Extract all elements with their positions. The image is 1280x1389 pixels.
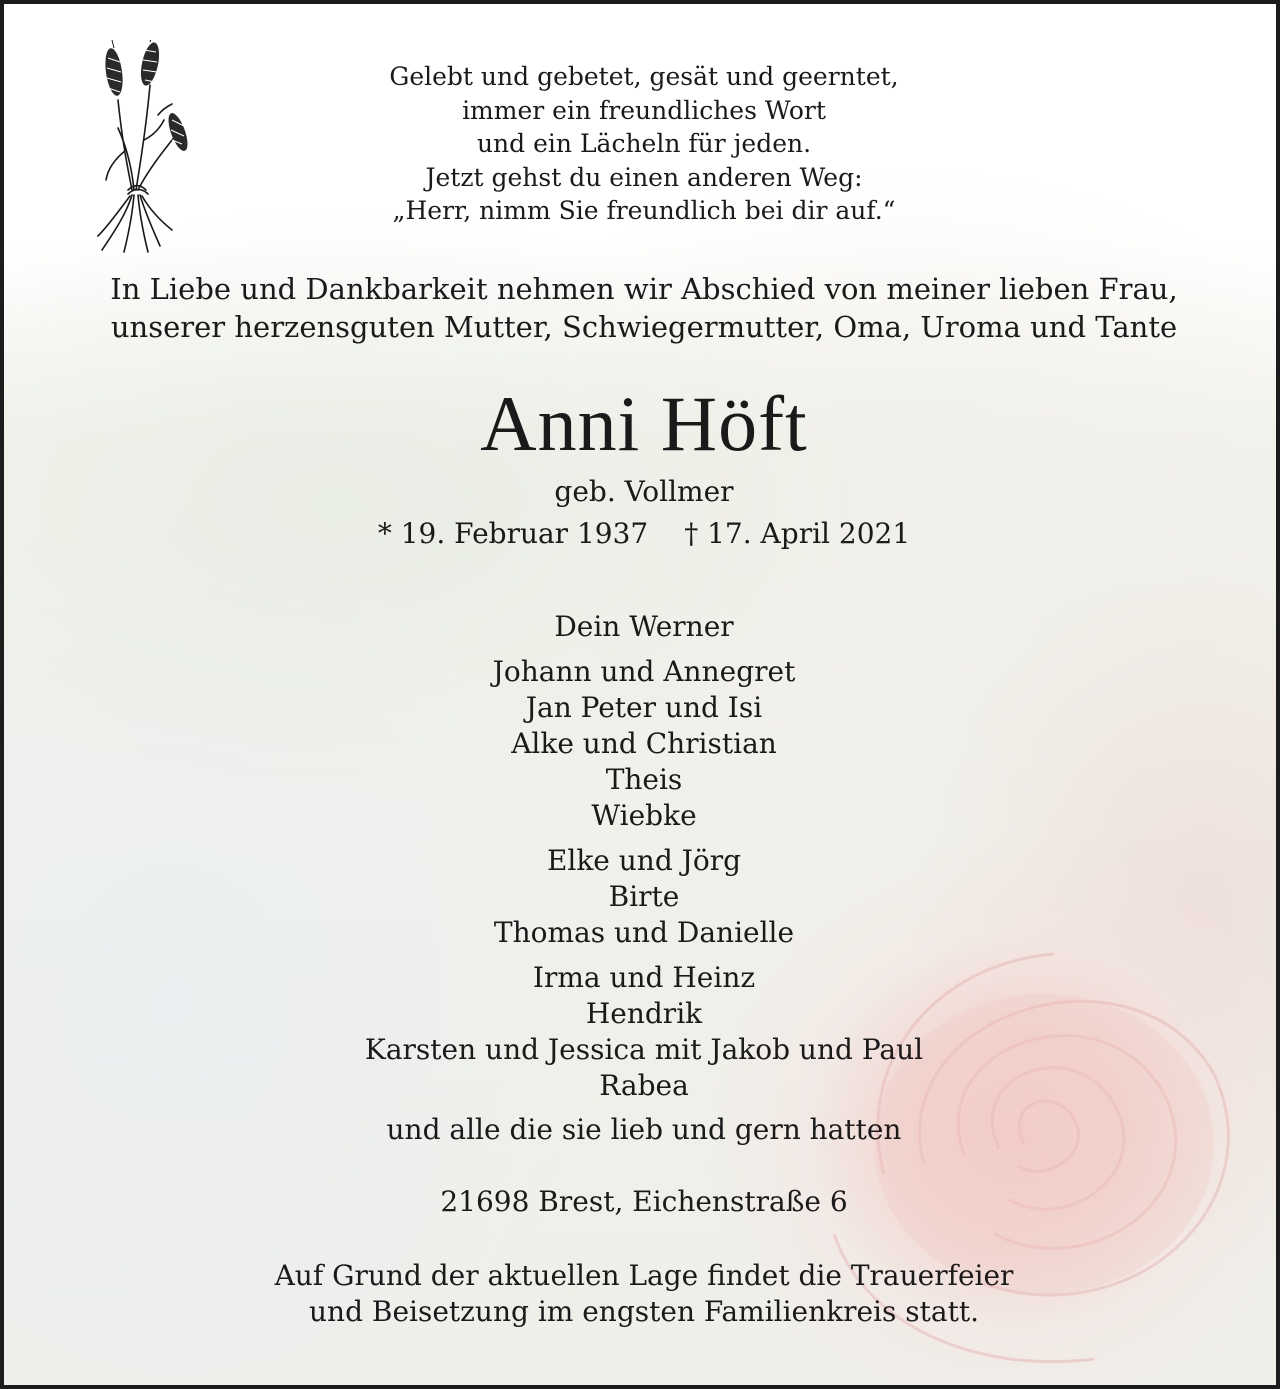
mourner-name: Theis [605, 763, 683, 796]
mourner-group [244, 960, 1044, 1104]
mourner-name: Thomas und Danielle [493, 916, 795, 949]
birth-date: * 19. Februar 1937 [377, 517, 649, 550]
intro-line: In Liebe und Dankbarkeit nehmen wir Abschied von meiner lieben Frau, [110, 272, 1178, 306]
address: 21698 Brest, Eichenstraße 6 [440, 1185, 848, 1218]
notice-line: und Beisetzung im engsten Familienkreis statt. [309, 1295, 979, 1328]
poem-line: immer ein freundliches Wort [462, 95, 826, 125]
wheat-bundle-icon [88, 40, 196, 254]
poem-line: „Herr, nimm Sie freundlich bei dir auf.“ [392, 196, 896, 225]
intro-text [44, 270, 1244, 346]
mourner-name: Wiebke [591, 799, 697, 832]
mourner-name: Karsten und Jessica mit Jakob und Paul [364, 1033, 924, 1066]
poem-line: Gelebt und gebetet, gesät und geerntet, [389, 62, 899, 91]
mourner-name: Hendrik [585, 997, 703, 1030]
poem [304, 60, 984, 228]
mourner-name: Rabea [599, 1069, 689, 1102]
mourner-name: Johann und Annegret [492, 655, 796, 688]
death-date: † 17. April 2021 [684, 517, 911, 550]
mourner-name: Dein Werner [554, 610, 734, 643]
mourner-name: Birte [608, 880, 680, 913]
mourners-list [244, 609, 1044, 1113]
mourner-name: Elke und Jörg [546, 844, 742, 877]
poem-line: und ein Lächeln für jeden. [476, 129, 812, 158]
funeral-notice [144, 1258, 1144, 1330]
poem-line: Jetzt gehst du einen anderen Weg: [425, 162, 863, 192]
maiden-name: geb. Vollmer [554, 475, 734, 508]
mourner-name: Irma und Heinz [532, 961, 756, 994]
mourner-name: Jan Peter und Isi [525, 691, 763, 724]
intro-line: unserer herzensguten Mutter, Schwiegermutter, Oma, Uroma und Tante [110, 310, 1178, 344]
closing-line: und alle die sie lieb und gern hatten [386, 1113, 902, 1146]
mourner-group [244, 654, 1044, 834]
deceased-name: Anni Höft [480, 380, 808, 467]
mourner-group [244, 609, 1044, 645]
life-dates [244, 514, 1044, 554]
mourner-group [244, 843, 1044, 951]
notice-line: Auf Grund der aktuellen Lage findet die Trauerfeier [274, 1259, 1014, 1292]
mourner-name: Alke und Christian [511, 727, 777, 760]
